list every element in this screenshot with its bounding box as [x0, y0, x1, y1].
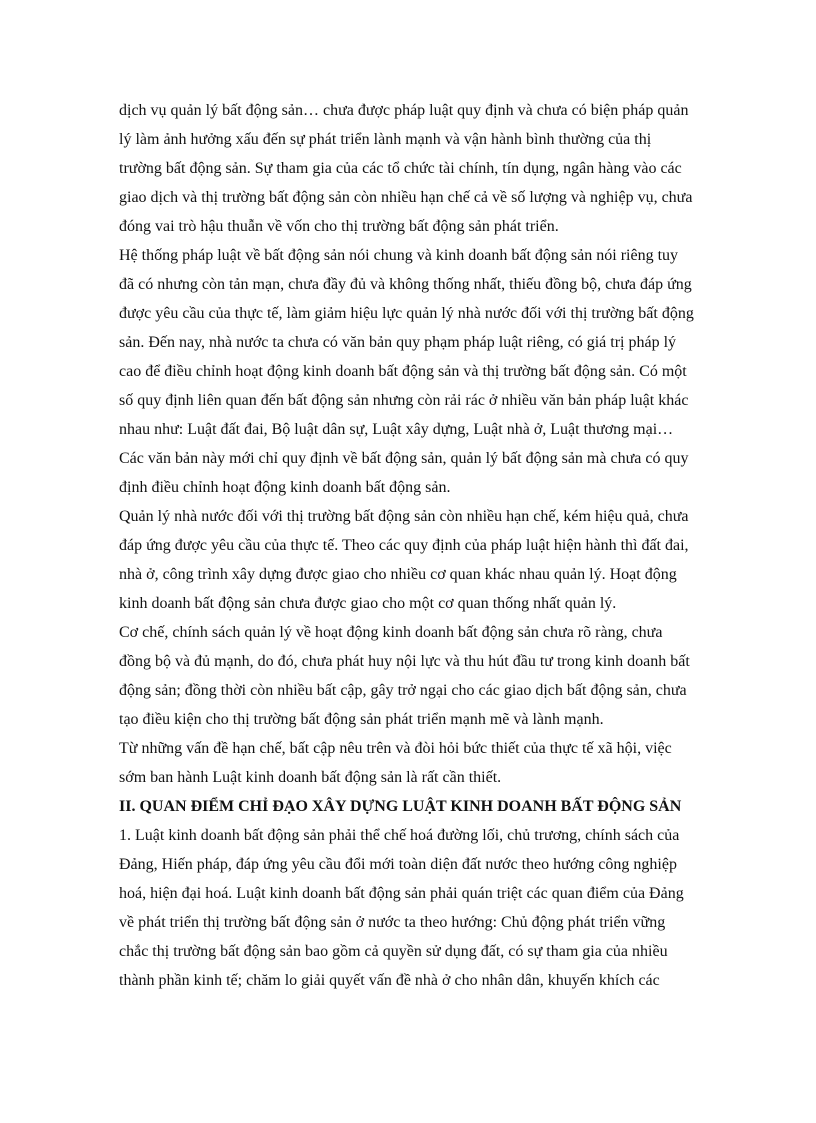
text-line: sản. Đến nay, nhà nước ta chưa có văn bản quy phạm pháp luật riêng, có giá trị pháp lý [119, 334, 677, 351]
text-line: trường bất động sản. Sự tham gia của các tổ chức tài chính, tín dụng, ngân hàng vào các [119, 160, 682, 177]
text-line: 1. Luật kinh doanh bất động sản phải thể chế hoá đường lối, chủ trương, chính sách của [119, 827, 680, 844]
text-line: nhau như: Luật đất đai, Bộ luật dân sự, Luật xây dựng, Luật nhà ở, Luật thương mại… [119, 421, 674, 438]
document-body [119, 96, 719, 995]
text-line: Đảng, Hiến pháp, đáp ứng yêu cầu đổi mới toàn diện đất nước theo hướng công nghiệp [119, 856, 677, 873]
text-line: dịch vụ quản lý bất động sản… chưa được pháp luật quy định và chưa có biện pháp quản [119, 102, 689, 119]
text-line: lý làm ảnh hưởng xấu đến sự phát triển lành mạnh và vận hành bình thường của thị [119, 131, 652, 148]
text-line: thành phần kinh tế; chăm lo giải quyết vấn đề nhà ở cho nhân dân, khuyến khích các [119, 972, 660, 989]
text-line: cao để điều chỉnh hoạt động kinh doanh bất động sản và thị trường bất động sản. Có một [119, 363, 687, 380]
text-line: chắc thị trường bất động sản bao gồm cả quyền sử dụng đất, có sự tham gia của nhiều [119, 943, 668, 960]
text-line: Từ những vấn đề hạn chế, bất cập nêu trên và đòi hỏi bức thiết của thực tế xã hội, việc [119, 740, 672, 757]
text-line: nhà ở, công trình xây dựng được giao cho nhiều cơ quan khác nhau quản lý. Hoạt động [119, 566, 677, 583]
text-line: Các văn bản này mới chỉ quy định về bất động sản, quản lý bất động sản mà chưa có quy [119, 450, 689, 467]
text-line: số quy định liên quan đến bất động sản nhưng còn rải rác ở nhiều văn bản pháp luật khác [119, 392, 689, 409]
text-line: đồng bộ và đủ mạnh, do đó, chưa phát huy nội lực và thu hút đầu tư trong kinh doanh bất [119, 653, 690, 670]
text-line: động sản; đồng thời còn nhiều bất cập, gây trở ngại cho các giao dịch bất động sản, chưa [119, 682, 687, 699]
text-line: về phát triển thị trường bất động sản ở nước ta theo hướng: Chủ động phát triển vững [119, 914, 666, 931]
text-line: giao dịch và thị trường bất động sản còn nhiều hạn chế cả về số lượng và nghiệp vụ, chưa [119, 189, 693, 206]
text-line: đóng vai trò hậu thuẫn về vốn cho thị trường bất động sản phát triển. [119, 218, 559, 235]
text-line: tạo điều kiện cho thị trường bất động sản phát triển mạnh mẽ và lành mạnh. [119, 711, 604, 728]
text-line: kinh doanh bất động sản chưa được giao cho một cơ quan thống nhất quản lý. [119, 595, 617, 612]
section-heading: II. QUAN ĐIỂM CHỈ ĐẠO XÂY DỰNG LUẬT KINH DOANH BẤT ĐỘNG SẢN [119, 798, 682, 815]
text-line: Quản lý nhà nước đối với thị trường bất động sản còn nhiều hạn chế, kém hiệu quả, chưa [119, 508, 689, 525]
text-line: được yêu cầu của thực tế, làm giảm hiệu lực quản lý nhà nước đối với thị trường bất động [119, 305, 694, 322]
text-line: đáp ứng được yêu cầu của thực tế. Theo các quy định của pháp luật hiện hành thì đất đai, [119, 537, 689, 554]
text-line: hoá, hiện đại hoá. Luật kinh doanh bất động sản phải quán triệt các quan điểm của Đảng [119, 885, 684, 902]
text-line: đã có nhưng còn tản mạn, chưa đầy đủ và không thống nhất, thiếu đồng bộ, chưa đáp ứng [119, 276, 692, 293]
text-line: Hệ thống pháp luật về bất động sản nói chung và kinh doanh bất động sản nói riêng tuy [119, 247, 679, 264]
text-line: định điều chỉnh hoạt động kinh doanh bất động sản. [119, 479, 451, 496]
text-line: Cơ chế, chính sách quản lý về hoạt động kinh doanh bất động sản chưa rõ ràng, chưa [119, 624, 663, 641]
text-line: sớm ban hành Luật kinh doanh bất động sản là rất cần thiết. [119, 769, 502, 786]
